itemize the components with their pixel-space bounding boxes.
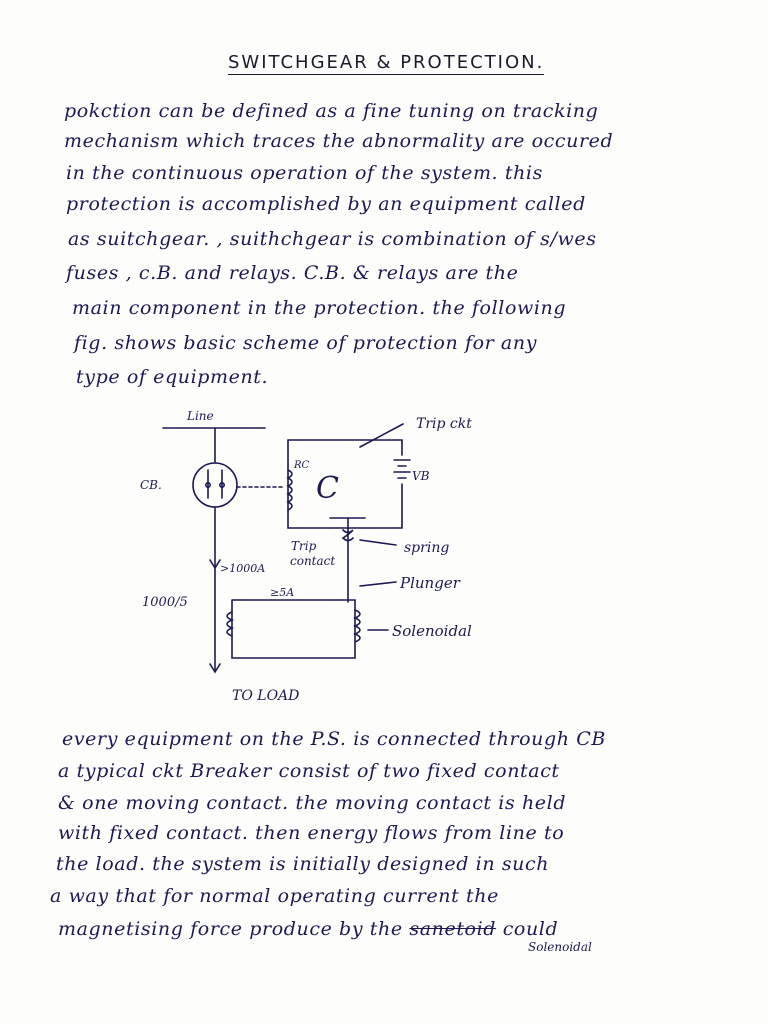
text-line: every equipment on the P.S. is connected through CB (62, 728, 606, 750)
solenoidal-label: Solenoidal (392, 622, 472, 640)
text-line: protection is accomplished by an equipment called (66, 193, 586, 215)
trip-contact-label: contact (290, 554, 336, 568)
text-segment: magnetising force produce by the (58, 918, 403, 940)
text-line: as suitchgear. , suithchgear is combination of s/wes (68, 228, 597, 250)
rc-label: RC (294, 460, 310, 471)
coil-symbol-label: C (316, 471, 339, 506)
spring-label: spring (404, 540, 450, 556)
plunger-label: Plunger (400, 574, 460, 592)
to-load-label: TO LOAD (232, 688, 300, 704)
struck-word: sanetoid (409, 918, 497, 940)
text-line: pokction can be defined as a fine tuning on tracking (64, 100, 599, 122)
secondary-current-label: ≥5A (270, 586, 295, 599)
text-line-last (58, 918, 558, 940)
text-line: & one moving contact. the moving contact is held (58, 792, 567, 814)
correction-note: Solenoidal (528, 940, 592, 954)
text-segment: could (502, 918, 559, 940)
ct-secondary-loop (232, 600, 355, 658)
text-line: fig. shows basic scheme of protection for any (74, 332, 538, 354)
circuit-breaker-symbol (193, 463, 237, 507)
line-label: Line (187, 409, 214, 423)
text-line: a way that for normal operating current the (50, 885, 499, 907)
text-line: mechanism which traces the abnormality are occured (64, 130, 614, 152)
cb-label: CB. (140, 478, 162, 492)
text-line: fuses , c.B. and relays. C.B. & relays are the (66, 262, 519, 284)
text-line: with fixed contact. then energy flows from line to (58, 822, 565, 844)
text-line: a typical ckt Breaker consist of two fixed contact (58, 760, 560, 782)
text-line: type of equipment. (76, 366, 269, 388)
page-title: SWITCHGEAR & PROTECTION. (228, 52, 545, 73)
text-line: in the continuous operation of the system. this (66, 162, 543, 184)
trip-contact-label: Trip (291, 539, 317, 553)
text-line: main component in the protection. the following (72, 297, 567, 319)
trip-ckt-label: Trip ckt (416, 416, 472, 432)
primary-current-label: >1000A (220, 562, 266, 575)
text-line: the load. the system is initially designed in such (56, 853, 550, 875)
ct-ratio-label: 1000/5 (142, 595, 188, 610)
vb-label: VB (412, 469, 430, 483)
